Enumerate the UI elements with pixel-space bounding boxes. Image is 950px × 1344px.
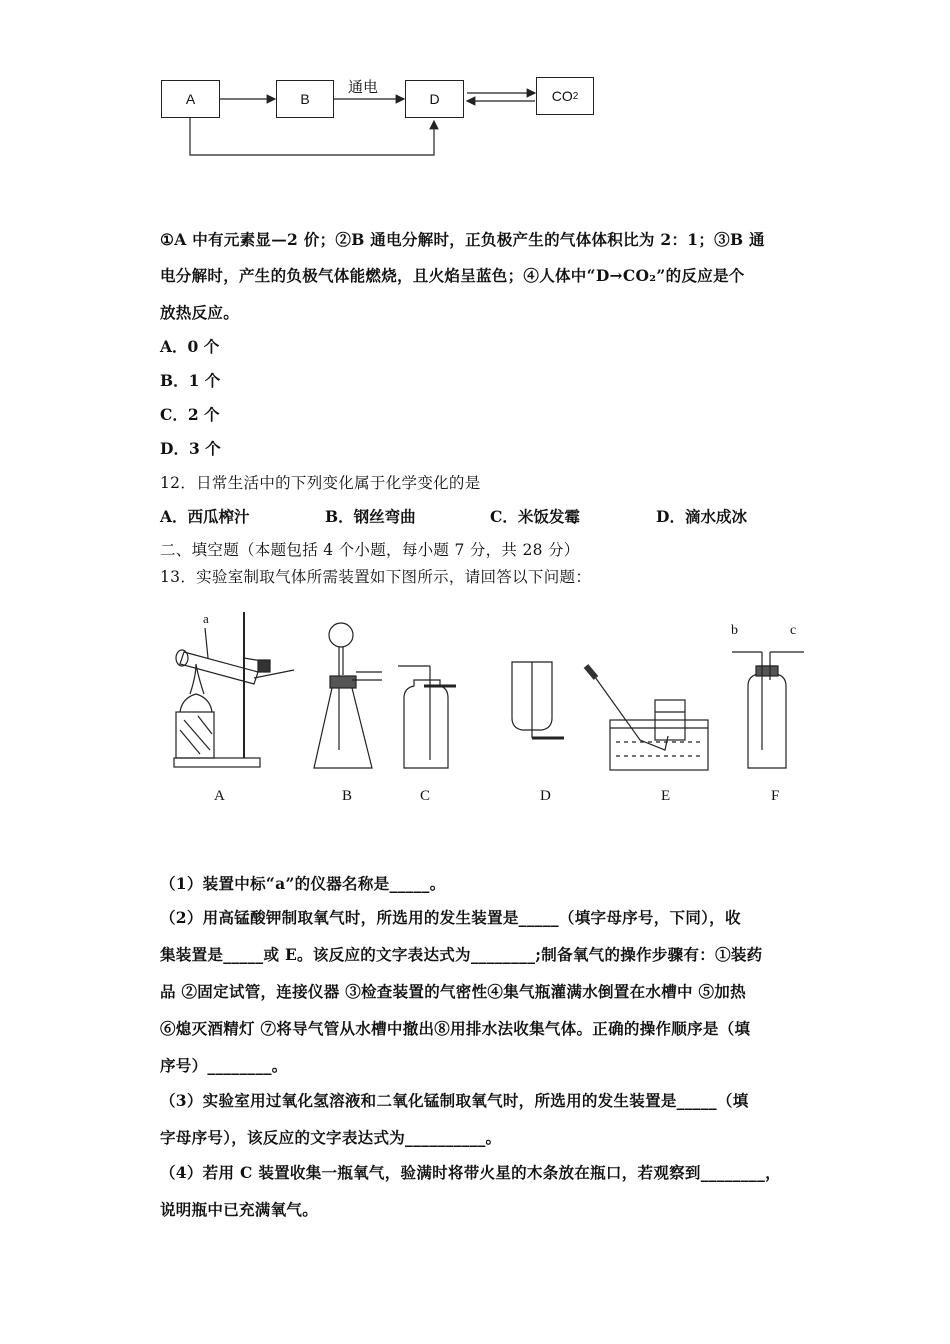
section-title: 二、填空题（本题包括 4 个小题，每小题 7 分，共 28 分） [160, 541, 580, 559]
q12-option-a: A．西瓜榨汁 [160, 507, 250, 526]
q13-stem: 13．实验室制取气体所需装置如下图所示，请回答以下问题： [160, 568, 592, 586]
box-b: B [276, 80, 334, 118]
apparatus-label-d: D [540, 788, 551, 804]
q11-statement-line: ①A 中有元素显—2 价；②B 通电分解时，正负极产生的气体体积比为 2：1；③B 通 [160, 230, 765, 249]
q12-option-d: D．滴水成冰 [656, 507, 747, 526]
apparatus-b [314, 623, 382, 768]
apparatus-e [586, 666, 708, 770]
label-b-tube: b [731, 623, 738, 638]
co2-subscript: 2 [572, 90, 579, 102]
box-a: A [161, 80, 220, 118]
q13-line: ⑥熄灭酒精灯 ⑦将导气管从水槽中撤出⑧用排水法收集气体。正确的操作顺序是（填 [160, 1019, 751, 1038]
q13-line: 品 ②固定试管，连接仪器 ③检查装置的气密性④集气瓶灌满水倒置在水槽中 ⑤加热 [160, 982, 746, 1001]
apparatus-f [732, 652, 804, 768]
q13-line: （3）实验室用过氧化氢溶液和二氧化锰制取氧气时，所选用的发生装置是_____（填 [160, 1091, 749, 1110]
apparatus-label-a: A [214, 788, 225, 804]
q12-option-b: B．钢丝弯曲 [325, 507, 416, 526]
q13-line: 说明瓶中已充满氧气。 [160, 1200, 319, 1219]
label-c-tube: c [790, 623, 797, 638]
apparatus-label-e: E [661, 788, 671, 804]
q13-line: 集装置是_____或 E。该反应的文字表达式为________;制备氧气的操作步骤有：①装药 [160, 945, 763, 964]
apparatus-label-f: F [771, 788, 780, 804]
q11-statement-line: 电分解时，产生的负极气体能燃烧，且火焰呈蓝色；④人体中“D→CO₂”的反应是个 [160, 266, 745, 285]
q11-option-a: A．0 个 [160, 337, 220, 356]
q12-stem: 12．日常生活中的下列变化属于化学变化的是 [160, 474, 481, 492]
apparatus-label-b: B [342, 788, 353, 804]
q11-option-c: C．2 个 [160, 405, 220, 424]
apparatus-label-c: C [420, 788, 431, 804]
q13-line: 字母序号），该反应的文字表达式为__________。 [160, 1128, 502, 1147]
q11-option-d: D．3 个 [160, 439, 221, 458]
q13-line: （2）用高锰酸钾制取氧气时，所选用的发生装置是_____（填字母序号，下同），收 [160, 908, 741, 927]
q11-statement-line: 放热反应。 [160, 303, 240, 322]
apparatus-drawing [0, 600, 950, 785]
q13-line: （4）若用 C 装置收集一瓶氧气，验满时将带火星的木条放在瓶口，若观察到________， [160, 1163, 781, 1182]
box-d: D [405, 80, 464, 118]
q12-option-c: C．米饭发霉 [490, 507, 580, 526]
box-co2 [536, 77, 594, 115]
co2-text: CO [551, 88, 573, 104]
arrow-label-electrolysis: 通电 [348, 79, 379, 96]
apparatus-a [174, 612, 294, 767]
apparatus-c [398, 666, 456, 768]
label-a-tube: a [203, 611, 209, 626]
q13-line: 序号）________。 [160, 1056, 288, 1075]
q11-option-b: B．1 个 [160, 371, 221, 390]
apparatus-d [512, 662, 564, 738]
q13-line: （1）装置中标“a”的仪器名称是_____。 [160, 874, 446, 893]
arrow-a-to-d [190, 118, 434, 155]
flow-arrows [0, 0, 950, 180]
